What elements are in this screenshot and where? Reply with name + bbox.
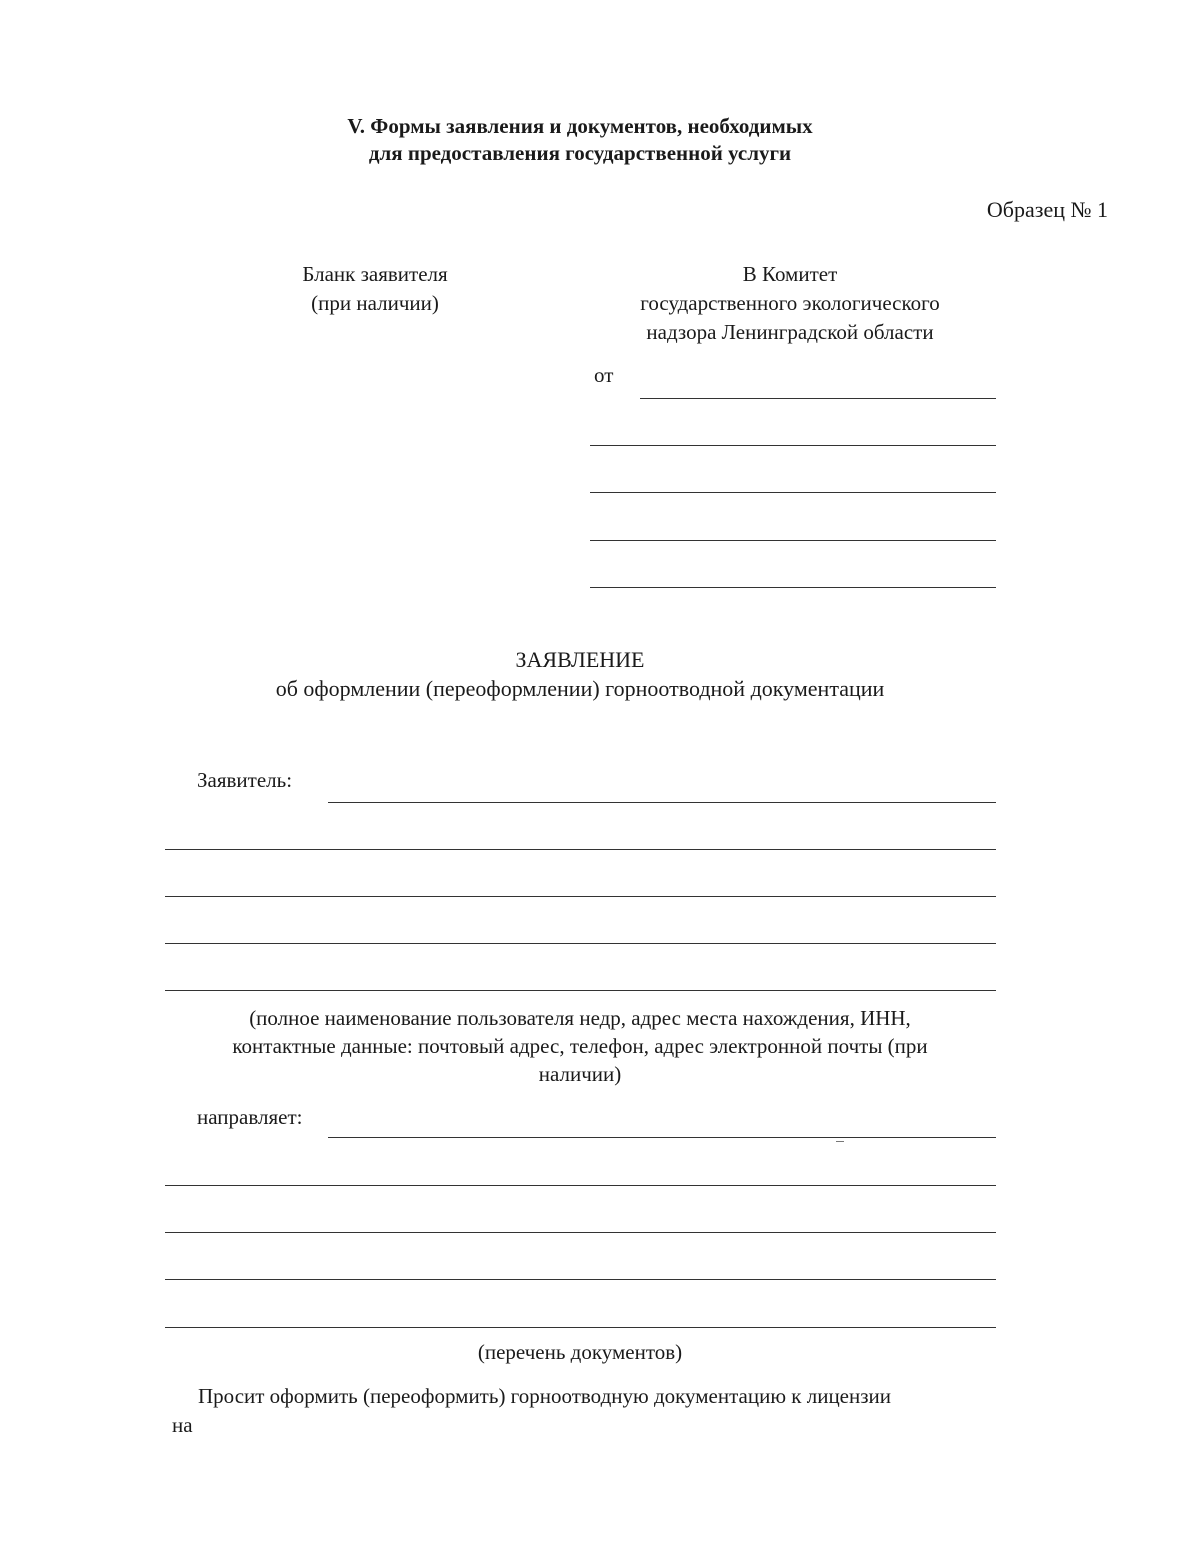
applicant-caption-line-2: контактные данные: почтовый адрес, телефон, адрес электронной почты (при (232, 1034, 928, 1058)
section-title-line-2: для предоставления государственной услуги (368, 141, 792, 165)
applicant-field-line (165, 849, 996, 850)
document-heading (180, 645, 980, 703)
applicant-caption (150, 1004, 1010, 1088)
documents-field-line (165, 1185, 996, 1186)
from-field-line (590, 492, 996, 493)
documents-field-line (165, 1327, 996, 1328)
applicant-blank-note (255, 260, 495, 318)
blank-line-1: Бланк заявителя (302, 262, 448, 286)
applicant-caption-line-3: наличии) (538, 1062, 622, 1086)
blank-line-2: (при наличии) (311, 291, 439, 315)
documents-field-line (328, 1137, 996, 1138)
addressee-block (590, 260, 990, 347)
addressee-line-3: надзора Ленинградской области (646, 320, 934, 344)
heading-title: ЗАЯВЛЕНИЕ (515, 647, 645, 672)
scan-mark (836, 1141, 844, 1142)
section-title (240, 113, 920, 167)
heading-subtitle: об оформлении (переоформлении) горноотводной документации (275, 676, 885, 701)
applicant-caption-line-1: (полное наименование пользователя недр, адрес места нахождения, ИНН, (249, 1006, 911, 1030)
from-field-line (590, 587, 996, 588)
from-field-line (640, 398, 996, 399)
applicant-label: Заявитель: (197, 768, 293, 792)
sends-label: направляет: (197, 1105, 303, 1129)
sample-label: Образец № 1 (986, 197, 1108, 222)
applicant-field-line (328, 802, 996, 803)
request-paragraph (172, 1382, 998, 1440)
documents-caption: (перечень документов) (477, 1340, 683, 1364)
documents-field-line (165, 1232, 996, 1233)
from-label: от (594, 363, 614, 387)
request-line-2: на (172, 1413, 193, 1437)
request-line-1: Просит оформить (переоформить) горноотводную документацию к лицензии (198, 1384, 892, 1408)
documents-field-line (165, 1279, 996, 1280)
section-title-line-1: V. Формы заявления и документов, необходимых (347, 114, 813, 138)
addressee-line-2: государственного экологического (640, 291, 940, 315)
from-field-line (590, 445, 996, 446)
addressee-line-1: В Комитет (742, 262, 838, 286)
applicant-field-line (165, 943, 996, 944)
applicant-field-line (165, 896, 996, 897)
applicant-field-line (165, 990, 996, 991)
from-field-line (590, 540, 996, 541)
